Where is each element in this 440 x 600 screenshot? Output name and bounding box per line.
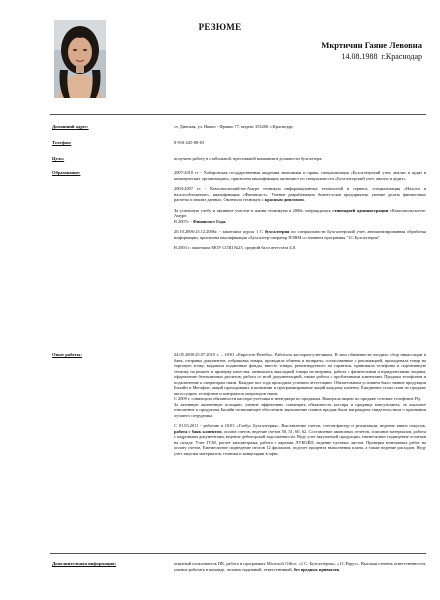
- education-p3: За успешную учебу и активное участие в жизни техникума в 2006г. награждалась стипендией администрации г.Комсомольска-на-Амуре. В 2007г. - Финансист Года.: [174, 207, 426, 224]
- address-value: ст. Динская, ул. Ивано - Франко 77, индекс 353200. г.Краснодар: [174, 124, 293, 129]
- education-p2: 2004-2007 гг. - Комсомольский-на-Амуре техникум информационных технологий и сервиса, специализация «Налоги и налогообложение», квалификация «Финансист». Умение разрабатывать бизнес-план предприятия, умение делать финансовые расчеты и анализ данных. Окончила техникум с красным дипломом.: [174, 186, 426, 202]
- additional-label: Дополнительная информация:: [52, 561, 117, 566]
- experience-label: Опыт работы:: [52, 352, 82, 357]
- experience-p1: 24.05.2008-25.07.2010 г. – ООО «Евросеть-Ритейл». Работала кассиром-учетчиком. В мои обязанности входило сбор инкассации в банк, отправка документов, отбраковка товара, проводила обмены и возвраты, согласованные с рекламацией, приходовала товар на торговую точку, выдавала подменные фонды, вместо товара, ремонтируемого по гарантии, принимала телефоны и портативную технику на ремонт и проверку качества, занималась выкладкой товара на витрины, работа с физическими и юридическими лицами, оформление безналичных расчетов, работа со всей документацией, также работа с проблемными клиентами. Продажа телефонов и подключение к операторам связи. Каждые пол года проходила успешно аттестацию. Обязательным условием было знание продукции Билайн и Мегафон, акций проходивших в компании и программирование акций каждому клиенту. Ежедневно стоял план по продаже аксессуаров, телефонов и контрактов операторов связи.: [174, 352, 426, 396]
- experience-p2: С 2009 г. совмещала обязанности кассира-учетчика и менеджера по продажам. Выиграла акцию по продаже сотовых телефонов Fly.: [174, 396, 422, 401]
- experience-text: [174, 352, 426, 456]
- goal-label: Цель:: [52, 156, 65, 161]
- red-diploma: красным дипломом: [264, 197, 304, 202]
- footer-divider: [50, 553, 426, 554]
- education-p4: 20.10.2006-23.12.2006г. - закончила курсы 1 С бухгалтерия по специальности Бухгалтерский учет, автоматизированная обработка информации, присвоена квалификация «Бухгалтер-оператор ПЭВМ со знанием программы "1С:Бухгалтерия".: [174, 229, 426, 240]
- phone-value: 8-918-245-88-83: [174, 140, 204, 145]
- additional-text: опытный пользователь ПК, работа в программах Microsoft Office, «1 С. Бухгалтерия», «1С:Рарус». Высокая степень ответственности, умение работать в команде, человек надежный, ответственный, без вредных привычек.: [174, 561, 426, 572]
- birth-info: [342, 52, 423, 61]
- education-text: [174, 170, 426, 251]
- education-label: Образование:: [52, 170, 81, 175]
- education-p5: В 2003 г. закончила МОУ СОШ №23, средний балл аттестата 4,8.: [174, 245, 296, 250]
- goal-value: получить работу в стабильной, престижной компании в должности бухгалтера.: [174, 156, 323, 161]
- experience-p3: За активную жизненную позицию, умение эффективно совмещать обязанности кассира и продавца консультанта, за лояльное отношение к продуктам Билайн позволяющее обеспечить выполнение планов продаж была награждена свидетельством о признании лучшего сотрудника.: [174, 401, 426, 418]
- home-city: г.Краснодар: [381, 52, 422, 61]
- education-p1: 2007-2010 гг - Хабаровская государственная академия экономики и права, специализация «Бухгалтерский учет, анализ и аудит в коммерческих организациях», присвоена квалификация экономист по специальности «Бухгалтерский учет, анализ и аудит».: [174, 170, 426, 181]
- phone-label: Телефон:: [52, 140, 72, 145]
- header-divider: [50, 114, 426, 115]
- candidate-name: Мкртичян Гаяне Левовна: [321, 40, 422, 50]
- address-label: Домашний адрес:: [52, 124, 89, 129]
- birth-date: 14.08.1988: [341, 52, 378, 61]
- experience-p4: С 01.03.2011 - работаю в ООО «Глобус Бухгалтерия». Выставление счетов, счетов-фактур и реализации, ведение книги покупок, работа с банк клиентом, оплата счетов, ведение счетов 50, 51, 60, 62. Составление авансовых отчетов, списание материалов, работа с кадровыми документами, ведение дебиторской задолженности. Веду учет закупаемой продукции, ежемесячное подведение остатков на складе. Учет ГСМ, расчет километража, работа с картами ЛУКОЙЛ, ведение путевых листов. Проверка монтажных работ на оплату счетов. Ежемесячное подведение итогов 12 филиалов, подсчет процента выполнения плана, а также ведение расходов. Веду учет закупки материалов, техники и канцелярии в офис.: [174, 423, 426, 456]
- resume-title: РЕЗЮМЕ: [198, 22, 242, 32]
